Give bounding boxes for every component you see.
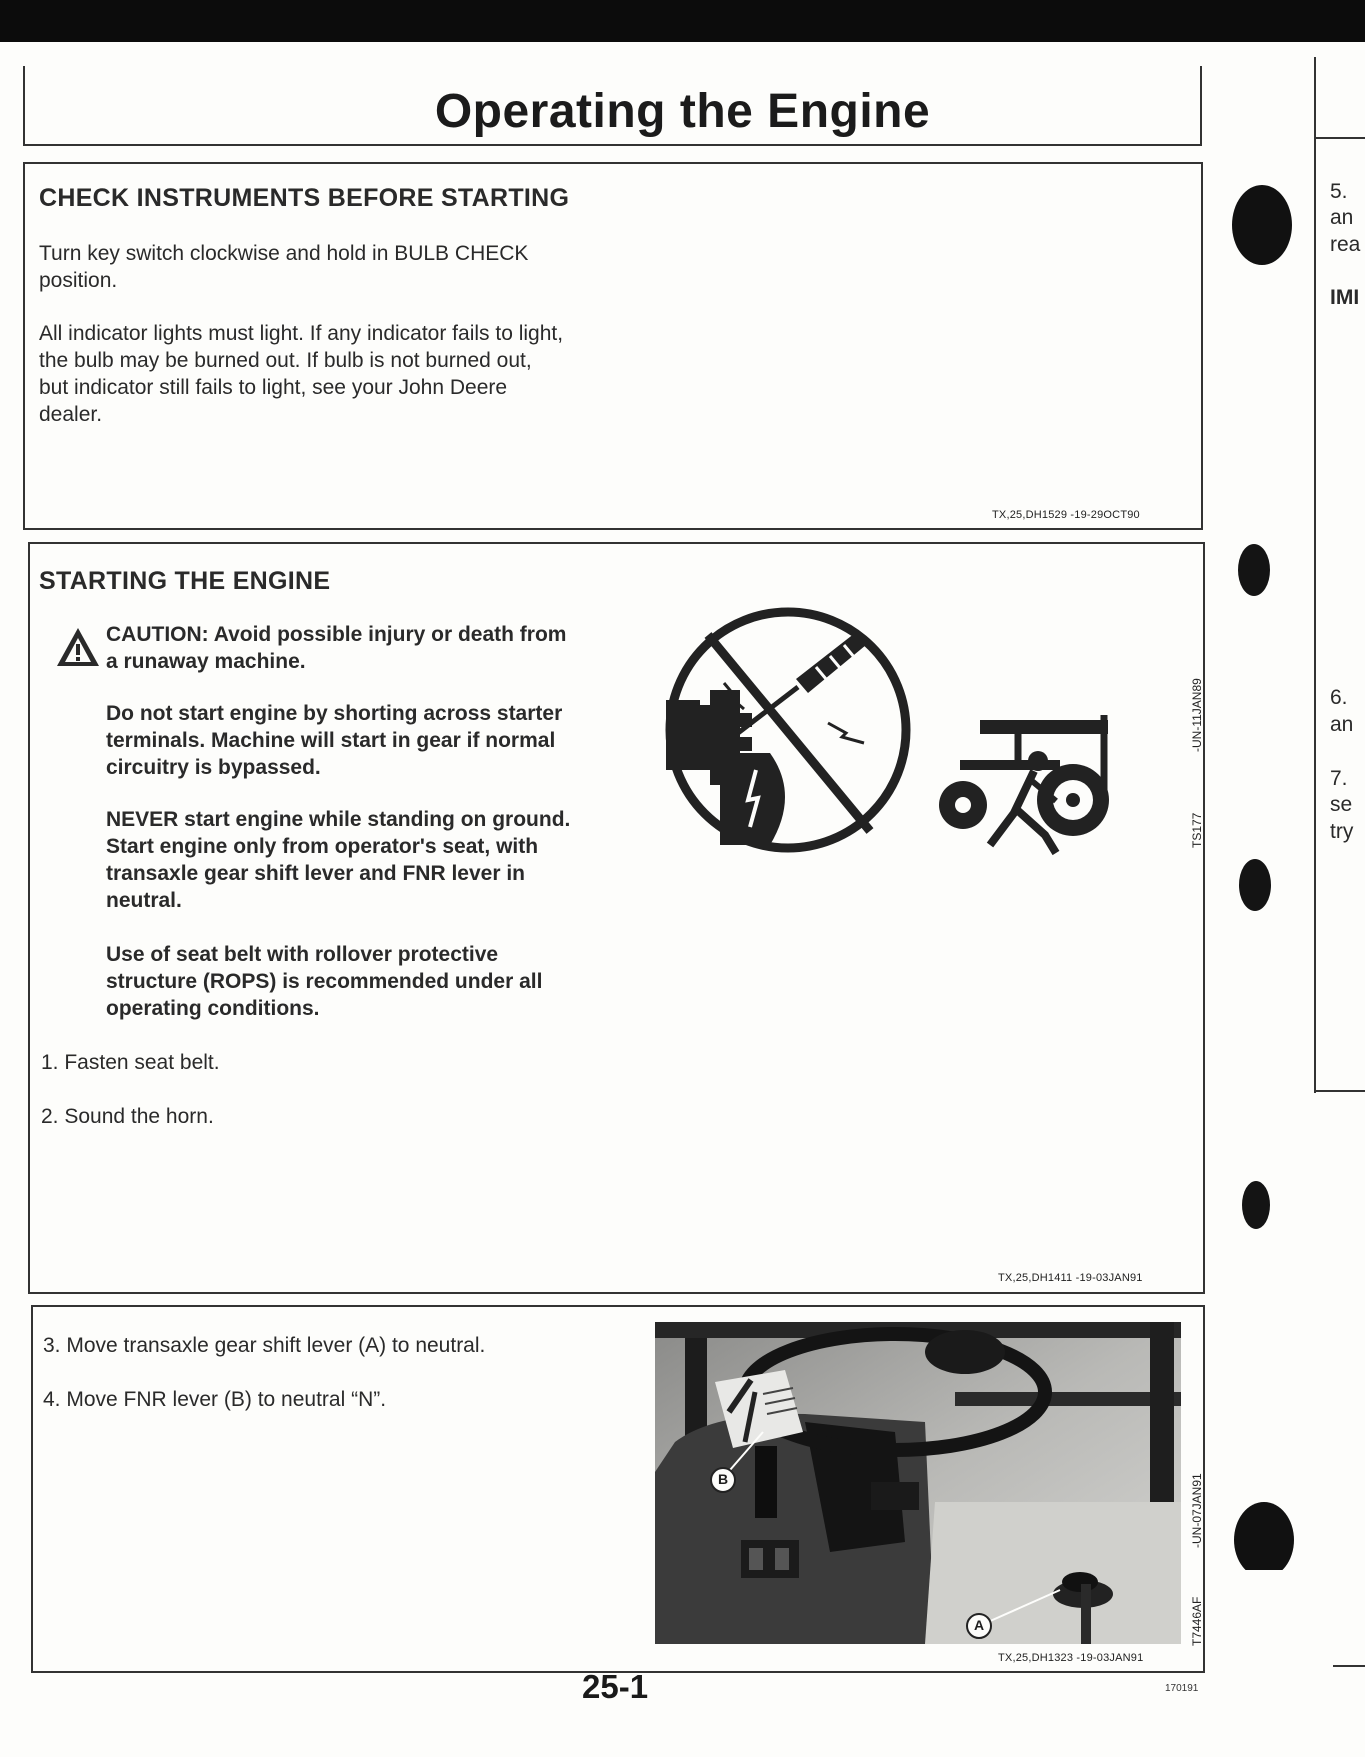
facing-page-footer-rule [1333, 1665, 1365, 1667]
text-line: position. [39, 269, 118, 292]
text-line: a runaway machine. [106, 650, 306, 673]
no-shorting-safety-symbol [660, 605, 1155, 890]
facing-page-title-frame [1314, 57, 1365, 139]
image-code-bottom: T7446AF [1190, 1596, 1204, 1646]
reference-code: TX,25,DH1529 -19-29OCT90 [992, 509, 1140, 521]
callout-b: B [717, 1471, 729, 1487]
reference-code: TX,25,DH1323 -19-03JAN91 [998, 1652, 1144, 1664]
text-line: operating conditions. [106, 997, 320, 1020]
text-line: but indicator still fails to light, see your John Deere [39, 376, 508, 399]
facing-page-text: an [1330, 713, 1354, 736]
warning-start-from-seat [106, 806, 570, 914]
facing-page-text: 6. [1330, 686, 1348, 709]
text-line: Use of seat belt with rollover protective [106, 943, 499, 966]
image-code-bottom: TS177 [1190, 812, 1204, 848]
print-date-code: 170191 [1165, 1683, 1199, 1694]
text-line: neutral. [106, 889, 182, 912]
page-number: 25-1 [582, 1668, 649, 1705]
text-line: circuitry is bypassed. [106, 756, 321, 779]
facing-page-text: 5. [1330, 180, 1348, 203]
facing-page-box-bottom [1314, 1090, 1365, 1092]
text-line: terminals. Machine will start in gear if normal [106, 729, 556, 752]
facing-page-text: rea [1330, 233, 1361, 256]
facing-page-text: try [1330, 820, 1354, 843]
text-line: Turn key switch clockwise and hold in BULB CHECK [39, 242, 529, 265]
text-line: the bulb may be burned out. If bulb is not burned out, [39, 349, 532, 372]
step-fasten-seat-belt: 1. Fasten seat belt. [41, 1051, 220, 1074]
warning-seat-belt [106, 941, 542, 1022]
paragraph-indicator-lights [39, 320, 563, 428]
text-line: transaxle gear shift lever and FNR lever in [106, 862, 525, 885]
caution-statement [106, 621, 566, 675]
image-code-top: -UN-07JAN91 [1190, 1473, 1204, 1548]
section-heading-check-instruments: CHECK INSTRUMENTS BEFORE STARTING [39, 184, 570, 212]
step-shift-lever-neutral: 3. Move transaxle gear shift lever (A) to neutral. [43, 1334, 486, 1357]
page-title: Operating the Engine [434, 85, 931, 138]
warning-shorting-terminals [106, 700, 562, 781]
text-line: structure (ROPS) is recommended under all [106, 970, 543, 993]
step-sound-horn: 2. Sound the horn. [41, 1105, 214, 1128]
facing-page-text: se [1330, 793, 1353, 816]
section-heading-starting-engine: STARTING THE ENGINE [39, 567, 331, 595]
text-line: Start engine only from operator's seat, with [106, 835, 539, 858]
image-code-top: -UN-11JAN89 [1190, 678, 1204, 752]
facing-page-text: 7. [1330, 767, 1348, 790]
callout-a: A [973, 1617, 985, 1633]
warning-triangle-icon [55, 626, 101, 668]
text-line: dealer. [39, 403, 103, 426]
operator-station-photo [655, 1322, 1181, 1644]
paragraph-bulb-check [39, 240, 528, 294]
page-top-edge [0, 0, 1365, 42]
text-line: Do not start engine by shorting across starter [106, 702, 563, 725]
binder-holes [1220, 170, 1300, 1570]
reference-code: TX,25,DH1411 -19-03JAN91 [998, 1272, 1143, 1284]
text-line: NEVER start engine while standing on ground. [106, 808, 571, 831]
facing-page-text: an [1330, 206, 1354, 229]
text-line: All indicator lights must light. If any indicator fails to light, [39, 322, 564, 345]
step-fnr-lever-neutral: 4. Move FNR lever (B) to neutral “N”. [43, 1388, 387, 1411]
facing-page-text: IMI [1330, 286, 1360, 309]
text-line: CAUTION: Avoid possible injury or death from [106, 623, 567, 646]
